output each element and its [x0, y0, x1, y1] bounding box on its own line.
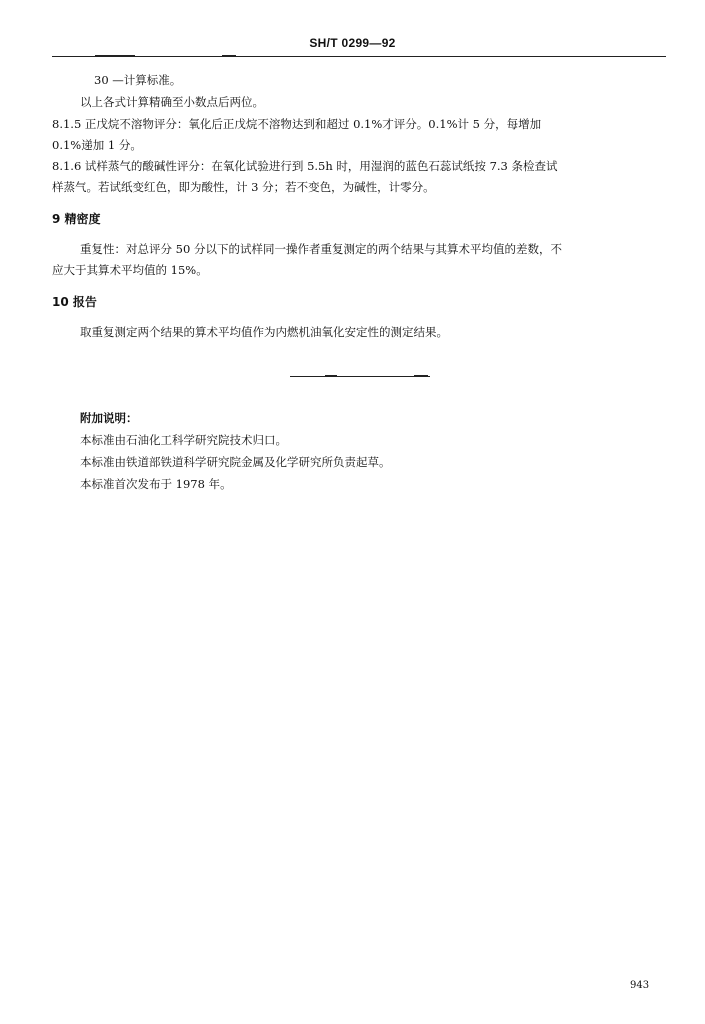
body-text-line: 以上各式计算精确至小数点后两位。 [80, 95, 264, 109]
section-9-text: 重复性：对总评分 50 分以下的试样同一操作者重复测定的两个结果与其算术平均值的差数，不 [80, 242, 562, 256]
clause-8-1-6-continued: 样蒸气。若试纸变红色，即为酸性，计 3 分；若不变色，为碱性，计零分。 [52, 180, 435, 194]
section-9-text-continued: 应大于其算术平均值的 15%。 [52, 263, 208, 277]
notes-line: 本标准首次发布于 1978 年。 [80, 477, 232, 491]
section-10-text: 取重复测定两个结果的算术平均值作为内燃机油氧化安定性的测定结果。 [80, 325, 448, 339]
notes-heading: 附加说明： [80, 411, 138, 425]
notes-line: 本标准由石油化工科学研究院技术归口。 [80, 433, 287, 447]
clause-8-1-5: 8.1.5 正戊烷不溶物评分：氧化后正戊烷不溶物达到和超过 0.1%才评分。0.1%计 5 分，每增加 [52, 117, 542, 131]
header-rule-mark [95, 55, 135, 57]
notes-line: 本标准由铁道部铁道科学研究院金属及化学研究所负责起草。 [80, 455, 391, 469]
end-rule-mark [414, 375, 428, 377]
header-rule-mark [222, 55, 236, 57]
document-code-header: SH/T 0299—92 [309, 36, 396, 50]
body-text-line: 30 —计算标准。 [94, 73, 182, 87]
section-10-heading: 10 报告 [52, 295, 97, 309]
end-of-text-rule [290, 376, 430, 377]
clause-8-1-5-continued: 0.1%递加 1 分。 [52, 138, 142, 152]
end-rule-mark [325, 375, 337, 377]
page-number: 943 [630, 980, 650, 991]
section-9-heading: 9 精密度 [52, 212, 101, 226]
header-rule [52, 56, 666, 57]
clause-8-1-6: 8.1.6 试样蒸气的酸碱性评分：在氧化试验进行到 5.5h 时，用湿润的蓝色石蕊试纸按 7.3 条检查试 [52, 159, 558, 173]
